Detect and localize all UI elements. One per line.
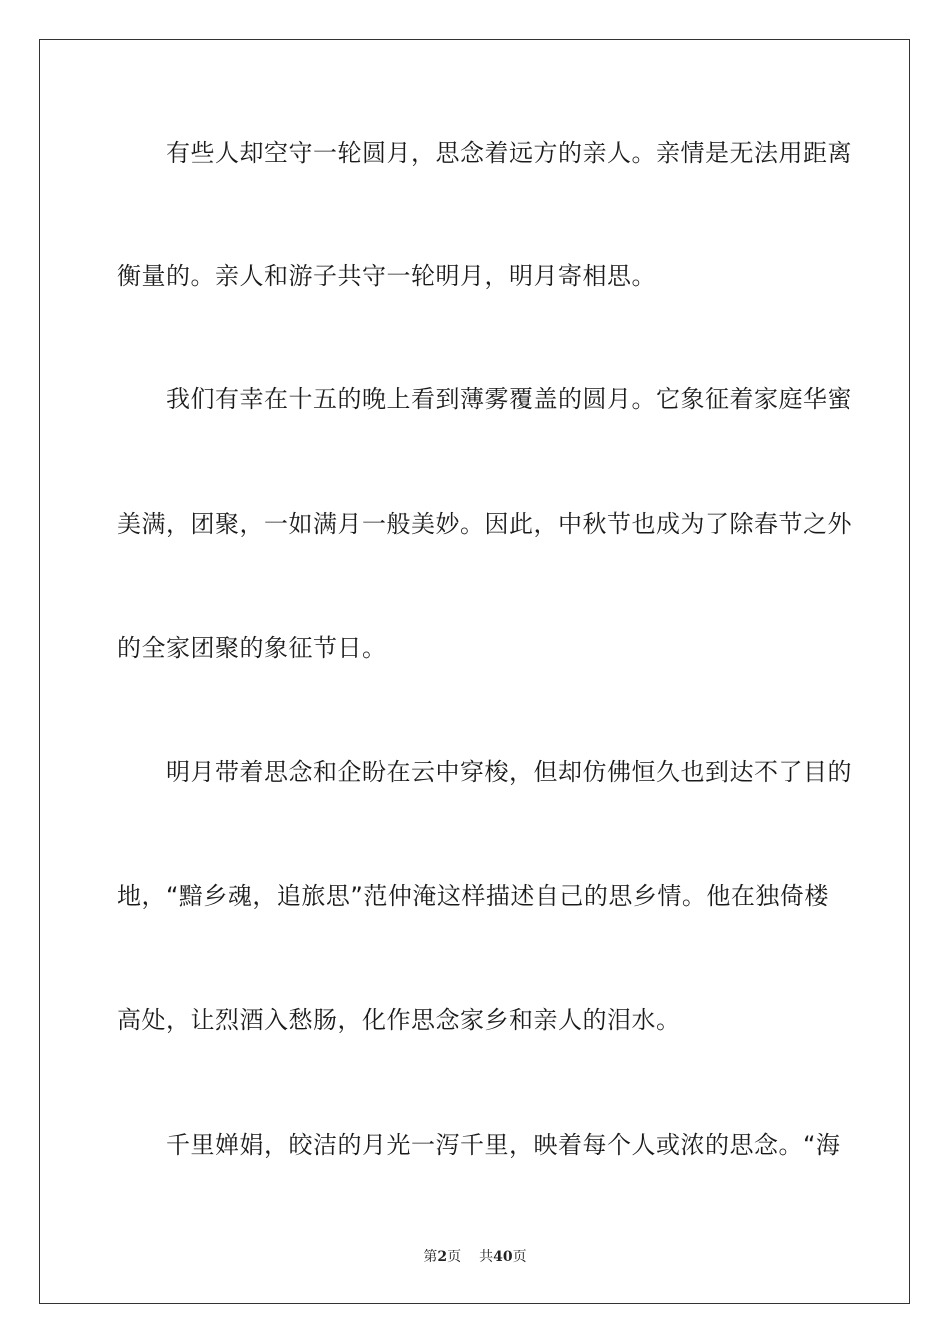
page-number: 2: [437, 1249, 448, 1265]
page-suffix: 页: [447, 1249, 462, 1265]
text-line: 千里婵娟，皎洁的月光一泻千里，映着每个人或浓的思念。“海: [117, 1131, 841, 1159]
total-suffix: 页: [512, 1249, 527, 1265]
page-prefix: 第: [423, 1249, 438, 1265]
total-prefix: 共: [479, 1249, 494, 1265]
text-line: 明月带着思念和企盼在云中穿梭，但却仿佛恒久也到达不了目的: [117, 758, 852, 786]
text-line: 高处，让烈酒入愁肠，化作思念家乡和亲人的泪水。: [117, 1006, 681, 1034]
text-line: 有些人却空守一轮圆月，思念着远方的亲人。亲情是无法用距离: [117, 139, 852, 167]
text-line: 美满，团聚，一如满月一般美妙。因此，中秋节也成为了除春节之外: [117, 510, 852, 538]
text-line: 地，“黯乡魂，追旅思”范仲淹这样描述自己的思乡情。他在独倚楼: [117, 882, 829, 910]
text-line: 我们有幸在十五的晚上看到薄雾覆盖的圆月。它象征着家庭华蜜: [117, 385, 852, 413]
text-line: 的全家团聚的象征节日。: [117, 634, 387, 662]
text-line: 衡量的。亲人和游子共守一轮明月，明月寄相思。: [117, 262, 656, 290]
page-footer: [0, 1246, 950, 1266]
page-border: [39, 39, 910, 1304]
total-pages: 40: [493, 1249, 513, 1265]
